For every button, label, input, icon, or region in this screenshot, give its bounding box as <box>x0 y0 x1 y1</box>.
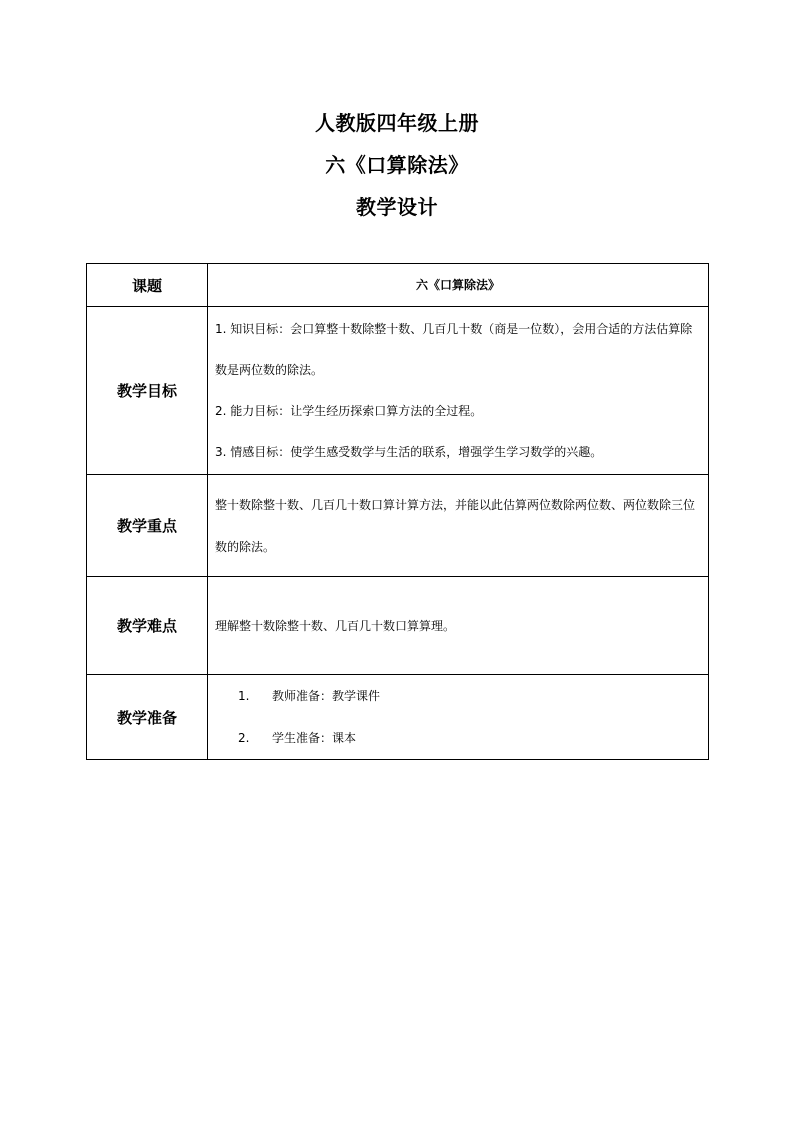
table-row-preparation <box>87 675 709 760</box>
difficulty-content <box>208 577 709 675</box>
goal-item-ability: 2. 能力目标：让学生经历探索口算方法的全过程。 <box>215 403 483 418</box>
difficulty-text: 理解整十数除整十数、几百几十数口算算理。 <box>215 618 456 633</box>
goals-content <box>208 307 709 475</box>
lesson-plan-table <box>86 263 709 760</box>
topic-value: 六《口算除法》 <box>208 264 709 307</box>
list-number: 1. <box>238 689 250 703</box>
title-textbook: 人教版四年级上册 <box>315 111 479 135</box>
goal-item-emotion: 3. 情感目标：使学生感受数学与生活的联系，增强学生学习数学的兴趣。 <box>215 444 603 459</box>
difficulty-label: 教学难点 <box>87 577 208 675</box>
preparation-item-teacher: 教师准备：教学课件 <box>272 689 381 703</box>
list-item <box>238 675 708 717</box>
list-item <box>238 717 708 759</box>
list-number: 2. <box>238 731 250 745</box>
preparation-item-student: 学生准备：课本 <box>272 731 357 745</box>
table-row-difficulty <box>87 577 709 675</box>
goal-item-knowledge: 1. 知识目标：会口算整十数除整十数、几百几十数（商是一位数），会用合适的方法估算除数是两位数的除法。 <box>215 321 693 377</box>
preparation-list <box>208 675 708 759</box>
focus-label: 教学重点 <box>87 475 208 577</box>
table-row-goals <box>87 307 709 475</box>
title-doc-type: 教学设计 <box>356 195 438 219</box>
focus-content <box>208 475 709 577</box>
goals-label: 教学目标 <box>87 307 208 475</box>
preparation-content <box>208 675 709 760</box>
focus-text: 整十数除整十数、几百几十数口算计算方法，并能以此估算两位数除两位数、两位数除三位数的除法。 <box>215 497 696 554</box>
table-row-focus <box>87 475 709 577</box>
preparation-label: 教学准备 <box>87 675 208 760</box>
topic-label: 课题 <box>87 264 208 307</box>
title-lesson: 六《口算除法》 <box>325 153 469 177</box>
table-row-topic <box>87 264 709 307</box>
document-title <box>0 102 794 228</box>
